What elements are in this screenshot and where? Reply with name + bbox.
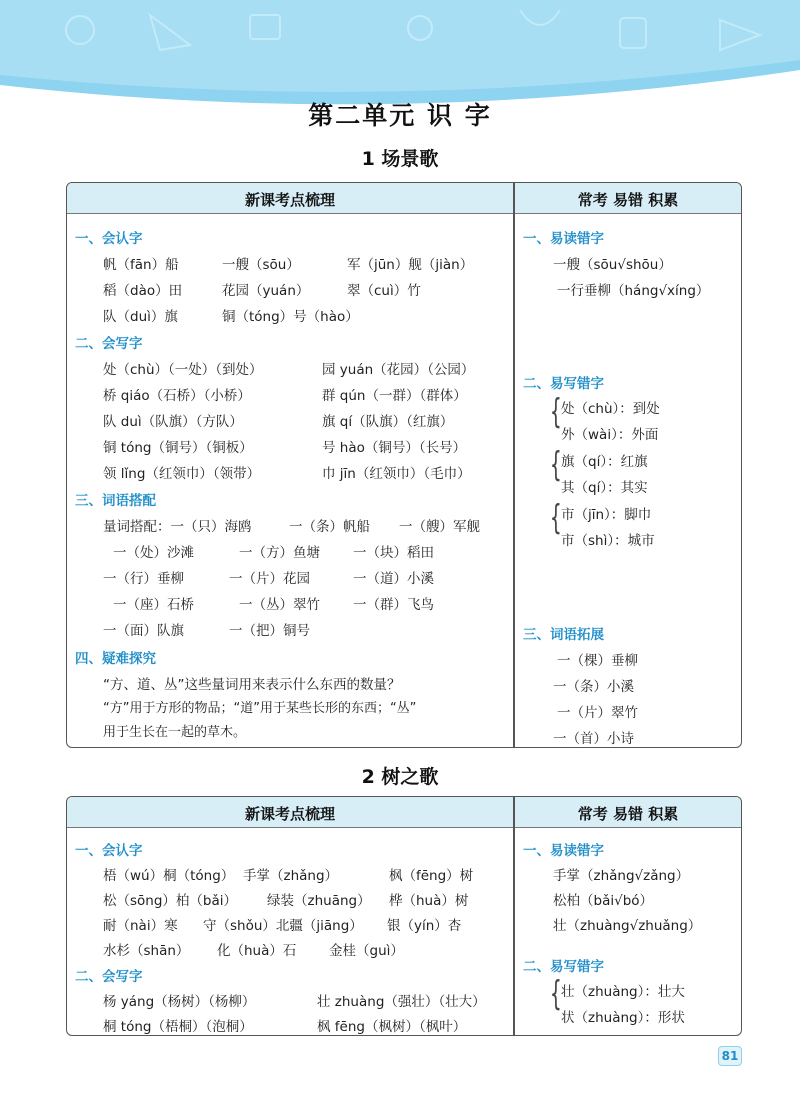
text-line: 旗（qí）：红旗 [561,454,648,470]
text-line: 处（chù）：到处 [561,401,660,417]
question-text: “方、道、丛”这些量词用来表示什么东西的数量？ [103,677,401,693]
text-line: 一（片）花园 [229,571,310,587]
column-divider [513,797,515,1035]
brace-icon: { [549,974,562,1014]
text-line: 水杉（shān） [103,943,190,959]
text-line: 其（qí）：其实 [561,480,648,496]
text-line: 一（条）小溪 [553,679,634,695]
text-line: 松柏（bǎi√bó） [553,893,654,909]
text-line: 队（duì）旗 [103,309,178,325]
text-line: 桥 qiáo（石桥）（小桥） [103,388,251,404]
text-line: 一（行）垂柳 [103,571,184,587]
text-line: 外（wài）：外面 [561,427,659,443]
text-line: 壮 zhuàng（强壮）（壮大） [317,994,486,1010]
text-line: 领 lǐng（红领巾）（领带） [103,466,261,482]
text-line: 梧（wú）桐（tóng） [103,868,235,884]
text-line: 松（sōng）柏（bǎi） [103,893,238,909]
text-line: 一（艘）军舰 [399,519,480,535]
text-line: 一艘（sōu√shōu） [553,257,672,273]
answer-text: “方”用于方形的物品；“道”用于某些长形的东西；“丛” [103,701,417,716]
lesson-1-box [66,182,742,748]
section-title: 三、词语搭配 [75,493,156,509]
text-line: 一（方）鱼塘 [239,545,320,561]
lesson-1-right-header: 常考 易错 积累 [515,183,741,214]
text-line: 翠（cuì）竹 [347,283,421,299]
text-line: 一（道）小溪 [353,571,434,587]
text-line: 市（jīn）：脚巾 [561,507,652,523]
text-line: 旗 qí（队旗）（红旗） [322,414,454,430]
section-title: 一、会认字 [75,843,143,859]
lesson-2-title: 2 树之歌 [361,766,439,788]
text-line: 处（chù）（一处）（到处） [103,362,263,378]
text-line: 一（群）飞鸟 [353,597,434,613]
text-line: 桦（huà）树 [389,893,469,909]
lesson-2-box [66,796,742,1036]
text-line: 一（丛）翠竹 [239,597,320,613]
text-line: 帆（fān）船 [103,257,179,273]
lesson-1-left-header: 新课考点梳理 [67,183,513,214]
text-line: 一（条）帆船 [289,519,370,535]
section-title: 三、词语拓展 [523,627,604,643]
text-line: 一艘（sōu） [222,257,300,273]
brace-icon: { [549,392,562,432]
answer-text: 用于生长在一起的草木。 [103,725,247,740]
text-line: 一（片）翠竹 [557,705,638,721]
text-line: 枫 fēng（枫树）（枫叶） [317,1019,467,1035]
text-line: 壮（zhuàng）：壮大 [561,984,685,1000]
lesson-2-right-header: 常考 易错 积累 [515,797,741,828]
text-line: 金桂（guì） [329,943,404,959]
text-line: 手掌（zhǎng） [243,868,339,884]
text-line: 耐（nài）寒 [103,918,178,934]
text-line: 园 yuán（花园）（公园） [322,362,475,378]
text-line: 队 duì（队旗）（方队） [103,414,243,430]
brace-icon: { [549,445,562,485]
text-line: 壮（zhuàng√zhuǎng） [553,918,702,934]
text-line: 杨 yáng（杨树）（杨柳） [103,994,256,1010]
text-line: 量词搭配：一（只）海鸥 [103,519,252,535]
header-banner [0,0,800,110]
section-title: 一、易读错字 [523,843,604,859]
section-title: 四、疑难探究 [75,651,156,667]
text-line: 一（处）沙滩 [113,545,194,561]
text-line: 市（shì）：城市 [561,533,655,549]
section-title: 一、会认字 [75,231,143,247]
text-line: 号 hào（铜号）（长号） [322,440,467,456]
page-number: 81 [718,1046,742,1066]
section-title: 一、易读错字 [523,231,604,247]
text-line: 群 qún（一群）（群体） [322,388,467,404]
section-title: 二、易写错字 [523,959,604,975]
text-line: 一（首）小诗 [553,731,634,747]
text-line: 守（shǒu）北疆（jiāng） [203,918,363,934]
brace-icon: { [549,498,562,538]
text-line: 花园（yuán） [222,283,310,299]
text-line: 稻（dào）田 [103,283,183,299]
text-line: 状（zhuàng）：形状 [561,1010,685,1026]
section-title: 二、会写字 [75,336,143,352]
text-line: 一（块）稻田 [353,545,434,561]
text-line: 化（huà）石 [217,943,297,959]
text-line: 铜（tóng）号（hào） [222,309,359,325]
text-line: 军（jūn）舰（jiàn） [347,257,474,273]
text-line: 铜 tóng（铜号）（铜板） [103,440,253,456]
text-line: 一（棵）垂柳 [557,653,638,669]
section-title: 二、易写错字 [523,376,604,392]
page-title: 第二单元 识 字 [308,101,492,130]
text-line: 桐 tóng（梧桐）（泡桐） [103,1019,253,1035]
text-line: 一（面）队旗 [103,623,184,639]
text-line: 一（把）铜号 [229,623,310,639]
lesson-1-title: 1 场景歌 [361,148,439,170]
text-line: 枫（fēng）树 [389,868,474,884]
text-line: 巾 jīn（红领巾）（毛巾） [322,466,471,482]
text-line: 手掌（zhǎng√zǎng） [553,868,690,884]
text-line: 绿装（zhuāng） [267,893,371,909]
text-line: 一（座）石桥 [113,597,194,613]
text-line: 银（yín）杏 [387,918,462,934]
column-divider [513,183,515,747]
text-line: 一行垂柳（háng√xíng） [557,283,710,299]
lesson-2-left-header: 新课考点梳理 [67,797,513,828]
section-title: 二、会写字 [75,969,143,985]
